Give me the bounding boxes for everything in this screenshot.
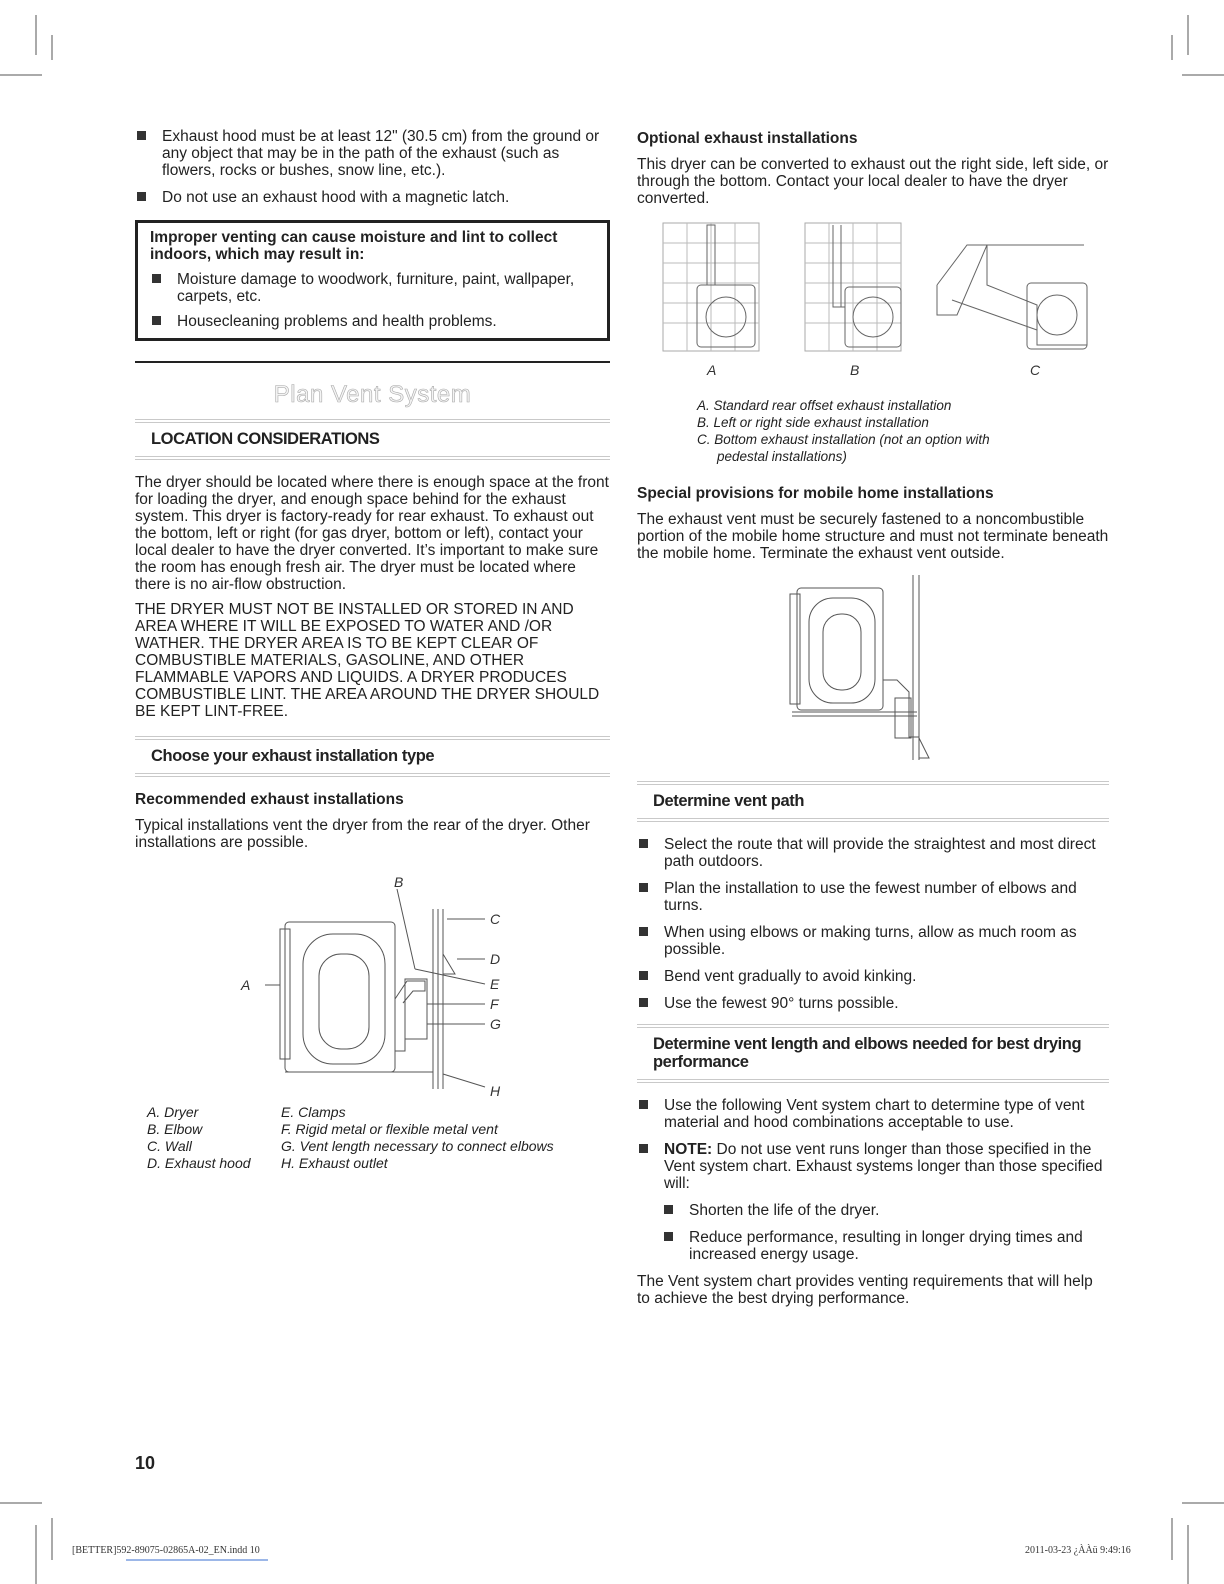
optional-installations-figure bbox=[637, 215, 1109, 387]
closing-paragraph: The Vent system chart provides venting requirements that will help to achieve the best drying performance. bbox=[637, 1273, 1093, 1307]
recommended-heading: Recommended exhaust installations bbox=[135, 791, 404, 808]
warning-box bbox=[135, 220, 610, 341]
figure-caption: A. Standard rear offset exhaust installation bbox=[697, 398, 952, 413]
list-item: Bend vent gradually to avoid kinking. bbox=[637, 968, 1109, 985]
choose-heading: Choose your exhaust installation type bbox=[135, 736, 610, 777]
list-item: Shorten the life of the dryer. bbox=[662, 1202, 1109, 1219]
list-item: Reduce performance, resulting in longer drying times and increased energy usage. bbox=[662, 1229, 1109, 1263]
list-item: Use the fewest 90° turns possible. bbox=[637, 995, 1109, 1012]
diagram-label: E bbox=[490, 976, 500, 992]
list-item: Moisture damage to woodwork, furniture, paint, wallpaper, carpets, etc. bbox=[150, 271, 597, 305]
left-column bbox=[135, 128, 610, 1172]
figure-captions bbox=[697, 397, 1037, 465]
figure-caption: C. Bottom exhaust installation (not an option with pedestal installations) bbox=[697, 432, 990, 464]
mobile-heading: Special provisions for mobile home installations bbox=[637, 485, 994, 502]
list-item: Plan the installation to use the fewest number of elbows and turns. bbox=[637, 880, 1109, 914]
diagram-label: A bbox=[241, 977, 251, 993]
location-warning-paragraph: THE DRYER MUST NOT BE INSTALLED OR STORED IN AND AREA WHERE IT WILL BE EXPOSED TO WATER AND /OR WATHER. THE DRYER AREA IS TO BE KEPT CLEAR OF COMBUSTIBLE MATERIALS, GASOLINE, AND OTHER FLAMMABLE VAPORS AND LIQUIDS. A DRYER PRODUCES COMBUSTIBLE LINT. THE AREA AROUND THE DRYER SHOULD BE KEPT LINT-FREE. bbox=[135, 601, 600, 720]
optional-paragraph: This dryer can be converted to exhaust out the right side, left side, or through the bottom. Contact your local dealer to have the dryer converted. bbox=[637, 156, 1109, 207]
mobile-home-diagram bbox=[637, 570, 1109, 775]
diagram-label: H bbox=[490, 1083, 501, 1099]
vent-length-heading: Determine vent length and elbows needed for best drying performance bbox=[637, 1024, 1109, 1083]
list-item: Housecleaning problems and health problems. bbox=[150, 313, 597, 330]
note-label: NOTE: bbox=[664, 1141, 713, 1158]
list-item: Exhaust hood must be at least 12" (30.5 cm) from the ground or any object that may be in the path of the exhaust (such as flowers, rocks or bushes, snow line, etc.). bbox=[135, 128, 610, 179]
location-heading: LOCATION CONSIDERATIONS bbox=[135, 419, 610, 460]
location-paragraph: The dryer should be located where there is enough space at the front for loading the dryer, and enough space behind for the exhaust system. This dryer is factory-ready for rear exhaust. To exhaust out the bottom, left or right (for gas dryer, bottom or left), contact your local dealer to have the dryer converted. It’s important to make sure the room has enough fresh air. The dryer must be located where there is no air-flow obstruction. bbox=[135, 474, 609, 593]
warning-heading: Improper venting can cause moisture and lint to collect indoors, which may result in: bbox=[150, 229, 558, 263]
diagram-label: G bbox=[490, 1016, 501, 1032]
diagram-label: C bbox=[490, 911, 501, 927]
footer-file: [BETTER]592-89075-02865A-02_EN.indd 10 bbox=[72, 1545, 260, 1556]
figure-label: C bbox=[1030, 362, 1041, 378]
diagram-legend bbox=[147, 1104, 610, 1172]
figure-label: B bbox=[850, 362, 860, 378]
legend-item: C. Wall bbox=[147, 1138, 192, 1154]
section-title: Plan Vent System bbox=[273, 381, 472, 408]
legend-item: D. Exhaust hood bbox=[147, 1155, 251, 1171]
recommended-installation-diagram bbox=[135, 859, 610, 1104]
optional-heading: Optional exhaust installations bbox=[637, 130, 858, 147]
list-item: When using elbows or making turns, allow as much room as possible. bbox=[637, 924, 1109, 958]
diagram-label: D bbox=[490, 951, 501, 967]
page-number: 10 bbox=[135, 1453, 156, 1473]
legend-item: E. Clamps bbox=[281, 1104, 346, 1120]
list-item: Use the following Vent system chart to determine type of vent material and hood combinations acceptable to use. bbox=[637, 1097, 1109, 1131]
list-item: Select the route that will provide the straightest and most direct path outdoors. bbox=[637, 836, 1109, 870]
mobile-paragraph: The exhaust vent must be securely fastened to a noncombustible portion of the mobile home structure and must not terminate beneath the mobile home. Terminate the exhaust vent outside. bbox=[637, 511, 1109, 562]
figure-caption: B. Left or right side exhaust installation bbox=[697, 415, 929, 430]
divider bbox=[135, 361, 610, 363]
note-text: Do not use vent runs longer than those specified in the Vent system chart. Exhaust systems longer than those specified will: bbox=[664, 1141, 1103, 1192]
figure-label: A bbox=[707, 362, 717, 378]
list-item: Do not use an exhaust hood with a magnetic latch. bbox=[135, 189, 610, 206]
diagram-label: F bbox=[490, 996, 499, 1012]
legend-item: H. Exhaust outlet bbox=[281, 1155, 388, 1171]
list-item bbox=[637, 1141, 1109, 1192]
footer-timestamp: 2011-03-23 ¿ÀÀü 9:49:16 bbox=[1025, 1545, 1131, 1556]
legend-item: B. Elbow bbox=[147, 1121, 203, 1137]
legend-item: G. Vent length necessary to connect elbows bbox=[281, 1138, 554, 1154]
recommended-paragraph: Typical installations vent the dryer from the rear of the dryer. Other installations are possible. bbox=[135, 817, 590, 851]
vent-path-heading: Determine vent path bbox=[637, 781, 1109, 822]
legend-item: A. Dryer bbox=[147, 1104, 199, 1120]
legend-item: F. Rigid metal or flexible metal vent bbox=[281, 1121, 498, 1137]
right-column bbox=[637, 128, 1109, 1315]
diagram-label: B bbox=[394, 874, 404, 890]
